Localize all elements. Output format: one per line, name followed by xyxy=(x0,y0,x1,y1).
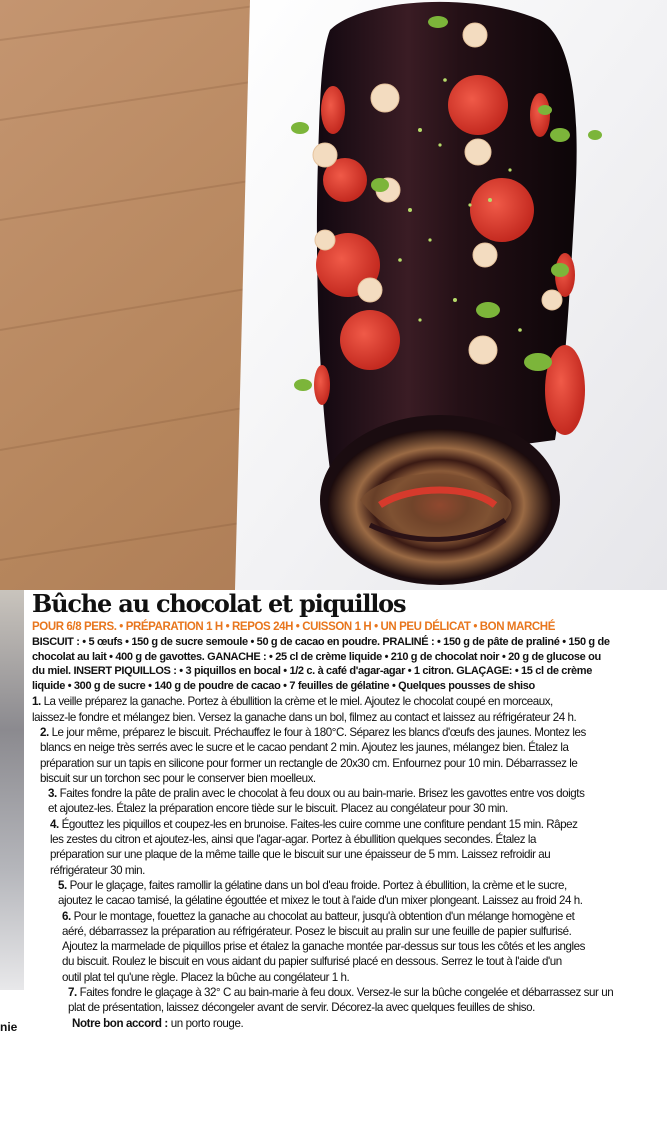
step-line xyxy=(50,863,664,878)
recipe-step xyxy=(62,909,664,985)
step-text: réfrigérateur 30 min. xyxy=(50,863,145,877)
recipe-step xyxy=(58,878,664,909)
step-text: du biscuit. Roulez le biscuit en vous aidant du papier sulfurisé placé en dessous. Serrez le tout à l'aide d'un xyxy=(62,955,562,969)
step-text: ajoutez le cacao tamisé, la gélatine égouttée et mixez le tout à l'aide d'un mixer plongeant. Laissez au froid 24 h. xyxy=(58,894,583,908)
recipe-title: Bûche au chocolat et piquillos xyxy=(32,589,406,618)
step-line xyxy=(58,878,664,893)
step-text: Le jour même, préparez le biscuit. Préchauffez le four à 180°C. Séparez les blancs d'œufs des jaunes. Montez les xyxy=(51,725,586,739)
step-line xyxy=(50,847,664,862)
step-text: préparation sur un tapis en silicone pour former un rectangle de 20x30 cm. Enfournez pour 10 min. Débarrassez le xyxy=(40,756,578,770)
step-line xyxy=(48,801,664,816)
step-line xyxy=(62,924,664,939)
step-number: 1. xyxy=(32,695,41,709)
recipe-article xyxy=(32,590,664,1031)
step-text: La veille préparez la ganache. Portez à ébullition la crème et le miel. Ajoutez le chocolat coupé en morceaux, xyxy=(43,695,553,709)
adjacent-text-fragment: nie xyxy=(0,1020,18,1034)
recipe-meta: POUR 6/8 PERS. • PRÉPARATION 1 H • REPOS 24H • CUISSON 1 H • UN PEU DÉLICAT • BON MARCHÉ xyxy=(32,621,555,633)
step-text: biscuit sur un torchon sec pour le conserver bien moelleux. xyxy=(40,771,316,785)
step-line xyxy=(68,1000,664,1015)
step-line xyxy=(40,725,664,740)
step-text: outil plat tel qu'une règle. Placez la bûche au congélateur 1 h. xyxy=(62,970,350,984)
step-line xyxy=(62,954,664,969)
recipe-step xyxy=(50,817,664,878)
ingredients-line: liquide • 300 g de sucre • 140 g de poudre de cacao • 7 feuilles de gélatine • Quelques pousses de shiso xyxy=(32,679,535,692)
recipe-step xyxy=(40,725,664,786)
step-number: 5. xyxy=(58,878,67,892)
step-number: 6. xyxy=(62,909,71,923)
step-text: laissez-le fondre et mélangez bien. Versez la ganache dans un bol, filmez au contact et laissez au réfrigérateur 24 h. xyxy=(32,710,577,724)
recipe-step xyxy=(48,786,664,817)
ingredients-line: chocolat au lait • 400 g de gavottes. GANACHE : • 25 cl de crème liquide • 210 g de chocolat noir • 20 g de glucose ou xyxy=(32,650,601,663)
step-line xyxy=(62,939,664,954)
adjacent-page-edge xyxy=(0,590,32,1134)
recipe-step xyxy=(32,694,664,725)
step-text: Faites fondre la pâte de pralin avec le chocolat à feu doux ou au bain-marie. Brisez les gavottes entre vos doigts xyxy=(59,787,585,801)
step-text: plat de présentation, laissez décongeler avant de servir. Décorez-la avec quelques feuilles de shiso. xyxy=(68,1001,535,1015)
step-text: Égouttez les piquillos et coupez-les en brunoise. Faites-les cuire comme une confiture pendant 15 min. Râpez xyxy=(61,817,578,831)
step-text: Ajoutez la marmelade de piquillos prise et étalez la ganache montée par-dessus sur tous les côtés et les angles xyxy=(62,940,585,954)
step-text: Pour le montage, fouettez la ganache au chocolat au batteur, jusqu'à obtention d'un mélange homogène et xyxy=(73,909,575,923)
step-line xyxy=(40,740,664,755)
step-line xyxy=(50,832,664,847)
step-text: Pour le glaçage, faites ramollir la gélatine dans un bol d'eau froide. Portez à ébullition, la crème et le sucre, xyxy=(69,878,567,892)
step-text: et ajoutez-les. Étalez la préparation encore tiède sur le biscuit. Placez au congélateur pour 30 min. xyxy=(48,802,508,816)
step-line xyxy=(68,985,664,1000)
step-line xyxy=(48,786,664,801)
step-line xyxy=(62,909,664,924)
step-text: blancs en neige très serrés avec le sucre et le cacao pendant 2 min. Ajoutez les jaunes, mélangez bien. Étalez la xyxy=(40,741,569,755)
step-text: les zestes du citron et ajoutez-les, ainsi que l'agar-agar. Portez à ébullition quelques secondes. Étalez la xyxy=(50,833,536,847)
adjacent-photo-strip xyxy=(0,590,24,990)
step-line xyxy=(32,694,664,709)
wine-pairing-label: Notre bon accord : xyxy=(72,1016,168,1030)
step-line xyxy=(50,817,664,832)
ingredients-line: BISCUIT : • 5 œufs • 150 g de sucre semoule • 50 g de cacao en poudre. PRALINÉ : • 150 g de pâte de praliné • 150 g de xyxy=(32,636,610,648)
wine-pairing-value: un porto rouge. xyxy=(167,1016,244,1030)
recipe-steps xyxy=(32,694,664,1015)
step-text: Faites fondre le glaçage à 32° C au bain-marie à feu doux. Versez-le sur la bûche congelée et débarrassez sur un xyxy=(79,986,614,1000)
step-number: 4. xyxy=(50,817,59,831)
step-line xyxy=(40,771,664,786)
step-number: 3. xyxy=(48,787,57,801)
step-line xyxy=(58,893,664,908)
step-line xyxy=(40,756,664,771)
step-line xyxy=(62,970,664,985)
recipe-step xyxy=(68,985,664,1016)
ingredients-line: du miel. INSERT PIQUILLOS : • 3 piquillos en bocal • 1/2 c. à café d'agar-agar • 1 citron. GLAÇAGE: • 15 cl de crème xyxy=(32,665,592,678)
ingredients-list xyxy=(32,635,664,693)
step-text: aéré, débarrassez la préparation au réfrigérateur. Posez le biscuit au pralin sur une feuille de papier sulfurisé. xyxy=(62,924,572,938)
wine-pairing xyxy=(72,1016,664,1031)
step-line xyxy=(32,710,664,725)
step-number: 7. xyxy=(68,986,77,1000)
step-number: 2. xyxy=(40,725,49,739)
step-text: préparation sur une plaque de la même taille que le biscuit sur une épaisseur de 5 mm. Laissez refroidir au xyxy=(50,848,551,862)
